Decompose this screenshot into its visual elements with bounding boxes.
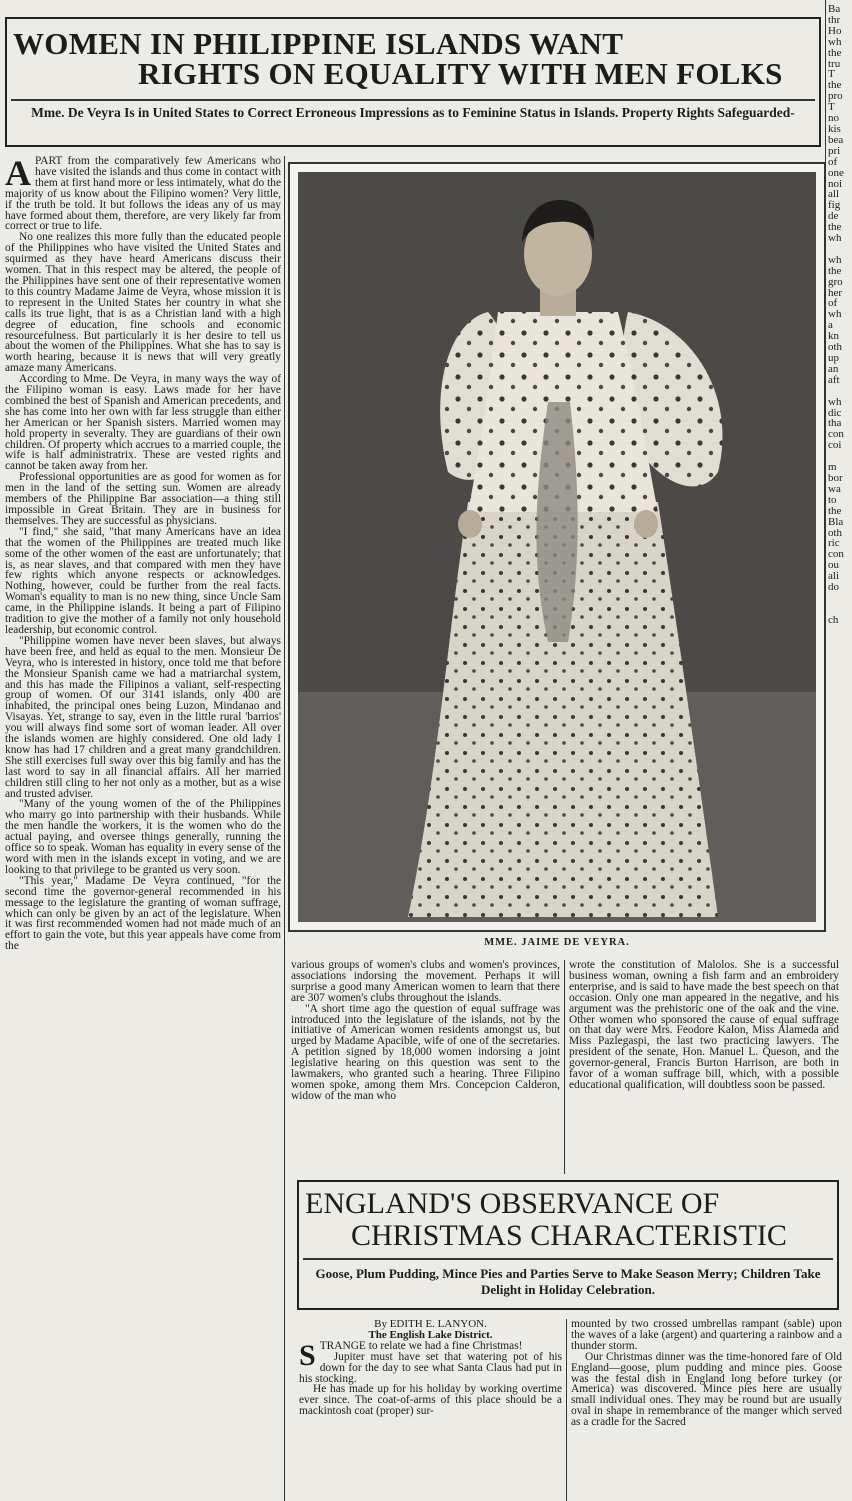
edge-fragment-line: wa bbox=[828, 482, 841, 495]
article2-column-1 bbox=[299, 1319, 562, 1501]
edge-fragment-line: oth bbox=[828, 341, 843, 354]
headline-box bbox=[5, 17, 821, 147]
edge-fragment-line: an bbox=[828, 362, 839, 375]
edge-fragment-line: tru bbox=[828, 57, 841, 70]
headline-deck: Mme. De Veyra Is in United States to Correct Erroneous Impressions as to Feminine Status in Islands. Property Rights Safeguarded- bbox=[31, 105, 795, 120]
edge-fragment-line: of bbox=[828, 297, 838, 310]
edge-fragment-line: up bbox=[828, 352, 839, 364]
article2-deck: Goose, Plum Pudding, Mince Pies and Parties Serve to Make Season Merry; Children Take Delight in Holiday Celebration. bbox=[315, 1266, 821, 1297]
edge-fragment-line: aft bbox=[828, 373, 840, 386]
edge-fragment-line: do bbox=[828, 581, 839, 594]
edge-fragment-line: ric bbox=[828, 537, 840, 550]
edge-fragment-line: of bbox=[828, 155, 838, 168]
edge-fragment-line: all bbox=[828, 188, 839, 201]
article2-column-2 bbox=[571, 1319, 842, 1501]
edge-fragment-line: kn bbox=[828, 330, 839, 343]
article2-headline-divider bbox=[303, 1258, 833, 1260]
article2-headline-line-2: CHRISTMAS CHARACTERISTIC bbox=[351, 1219, 787, 1252]
edge-fragment-line: kis bbox=[828, 122, 841, 135]
edge-fragment-line: con bbox=[828, 428, 844, 441]
column-rule bbox=[284, 156, 285, 1501]
portrait-photo bbox=[298, 172, 816, 922]
edge-fragment-line: pro bbox=[828, 90, 843, 103]
edge-fragment-line: ali bbox=[828, 570, 839, 583]
edge-column-rule bbox=[825, 0, 826, 690]
article-column-2 bbox=[291, 960, 560, 1174]
edge-fragment-line: fig bbox=[828, 199, 841, 212]
paragraph: Professional opportunities are as good for women as for men in the land of the setting sun. Women are already members of the Philippine Bar association—a thing still impossible in Great Britain. They are in business for themselves. They are successful as physicians. bbox=[5, 471, 281, 527]
edge-fragment-line: thr bbox=[828, 13, 841, 26]
edge-fragment-line: ou bbox=[828, 559, 839, 572]
edge-fragment-line: de bbox=[828, 210, 839, 223]
paragraph: "A short time ago the question of equal suffrage was introduced into the legislature of the islands, not by the initiative of American women residents amongst us, but urged by Madame Apacible, wife of one of the secretaries. A petition signed by 18,000 women indorsing a joint legislative hearing on this question was sent to the lawmakers, who granted such a hearing. Three Filipino women spoke, among them Mrs. Concepcion Calderon, widow of the man who bbox=[291, 1002, 560, 1102]
article2-byline: By EDITH E. LANYON. bbox=[374, 1319, 487, 1330]
edge-fragment-line: wh bbox=[828, 395, 842, 408]
edge-fragment-line: coi bbox=[828, 439, 842, 452]
edge-fragment-line: the bbox=[828, 264, 842, 277]
paragraph: mounted by two crossed umbrellas rampant (sable) upon the waves of a lake (argent) and quartering a rainbow and a thunder storm. bbox=[571, 1319, 842, 1352]
edge-fragment-line: pri bbox=[828, 144, 841, 157]
edge-fragment-line: Ho bbox=[828, 24, 842, 37]
paragraph: According to Mme. De Veyra, in many ways the way of the Filipino woman is easy. Laws made for her have combined the best of Spanish and American precedents, and she has come into her own with far less struggle than either her American or her Spanish sisters. Married women may hold property in severalty. They are guardians of their own children. Of property which accrues to a married couple, the wife is half administratrix. These are vested rights and cannot be taken away from her. bbox=[5, 373, 281, 473]
article2-headline-line-1: ENGLAND'S OBSERVANCE OF bbox=[305, 1187, 720, 1220]
edge-fragment-line: her bbox=[828, 286, 843, 299]
edge-fragment-line: wh bbox=[828, 253, 842, 266]
paragraph: "This year," Madame De Veyra continued, "for the second time the governor-general recommended in his message to the legislature the granting of woman suffrage, which can only be given by an act of the legislature. When it was first recommended women had not made much of an effort to gain the vote, but this year appeals have come from the bbox=[5, 874, 281, 953]
column-rule bbox=[564, 960, 565, 1174]
edge-fragment-line: Bla bbox=[828, 515, 844, 528]
portrait-photo-frame bbox=[288, 162, 826, 932]
headline-divider bbox=[11, 99, 815, 101]
paragraph: TRANGE to relate we had a fine Christmas! bbox=[319, 1339, 523, 1352]
article-column-3 bbox=[569, 960, 839, 1174]
portrait-figure-illustration bbox=[298, 172, 816, 922]
paragraph: No one realizes this more fully than the educated people of the Philippines who have visited the United States and squirmed as they have heard Americans discuss their women. That in this respect may be altered, the people of the Philippines have sent one of their representative women to this country Madame Jaime de Veyra, whose mission it is to represent in the United States her country in what she calls its true light, that is as a Christian land with a high degree of education, fine schools and economic resourcefulness. But particularly it is her desire to tell us about the women of the Philippines. What she has to say is worth hearing, because it is news that will very greatly amaze many Americans. bbox=[5, 231, 281, 375]
edge-fragment-line: ch bbox=[828, 613, 839, 626]
edge-fragment-line: noi bbox=[828, 177, 843, 190]
edge-fragment-line: one bbox=[828, 166, 844, 179]
headline-line-1: WOMEN IN PHILIPPINE ISLANDS WANT bbox=[13, 26, 624, 61]
photo-caption: MME. JAIME DE VEYRA. bbox=[484, 937, 630, 948]
edge-fragment-line: T bbox=[828, 101, 835, 114]
article2-headline-box bbox=[297, 1180, 839, 1310]
edge-fragment-line: con bbox=[828, 548, 844, 561]
edge-fragment-line: T bbox=[828, 68, 835, 81]
edge-fragment-line: no bbox=[828, 112, 839, 125]
edge-fragment-line: gro bbox=[828, 275, 843, 288]
edge-fragment-line: the bbox=[828, 46, 842, 59]
edge-fragment-line: the bbox=[828, 221, 842, 234]
paragraph: PART from the comparatively few Americans who have visited the islands and thus come in contact with them at first hand more or less intimately, what do the majority of us know about the Filipino women? Very little, if the truth be told. It but follows the ideas any of us may have formed about them, therefore, are very likely far from correct or true to life. bbox=[5, 156, 281, 233]
edge-fragment-line: tha bbox=[828, 417, 842, 430]
article2-dateline: The English Lake District. bbox=[368, 1328, 493, 1341]
edge-fragment-line bbox=[828, 386, 852, 397]
paragraph: Our Christmas dinner was the time-honored fare of Old England—goose, plum pudding and mince pies. Goose was the festal dish in England long before turkey (or America) was discovered. Mince pies here are usually small individual ones. They may be round but are usually oval in shape in remembrance of the manger which served as a cradle for the Sacred bbox=[571, 1350, 842, 1429]
edge-fragment-line bbox=[828, 593, 852, 604]
headline-line-2: RIGHTS ON EQUALITY WITH MEN FOLKS bbox=[138, 56, 783, 91]
paragraph: He has made up for his holiday by working overtime ever since. The coat-of-arms of this place should be a mackintosh coat (proper) sur- bbox=[299, 1383, 562, 1418]
edge-fragment-line: wh bbox=[828, 308, 842, 321]
paragraph: Jupiter must have set that watering pot of his down for the day to see what Santa Claus had put in his stocking. bbox=[299, 1350, 562, 1385]
edge-fragment-line: wh bbox=[828, 35, 842, 48]
edge-fragment-line: bea bbox=[828, 133, 844, 146]
drop-cap-s: S bbox=[299, 1338, 316, 1372]
edge-fragment-line: bor bbox=[828, 471, 843, 484]
edge-fragment-line: dic bbox=[828, 406, 842, 419]
paragraph: wrote the constitution of Malolos. She is a successful business woman, owning a fish farm and an embroidery enterprise, and is said to have made the best speech on that occasion. Only one man appeared in the negative, and his argument was the prehistoric one of the oak and the vine. Other women who sponsored the cause of equal suffrage on that day were Mrs. Feodore Kalon, Miss Alameda and Miss Pazlegaspi, the last two practicing lawyers. The president of the senate, Hon. Manuel L. Queson, and the governor-general, Francis Burton Harrison, are both in favor of a woman suffrage bill, which, with a possible educational qualification, will doubtless soon be passed. bbox=[569, 960, 839, 1091]
edge-fragment-line: Ba bbox=[828, 4, 841, 15]
article-column-1 bbox=[5, 156, 281, 1501]
edge-fragment-line: m bbox=[828, 461, 837, 474]
edge-fragment-line: wh bbox=[828, 232, 842, 245]
edge-column-fragments bbox=[828, 4, 852, 684]
edge-fragment-line: to bbox=[828, 493, 837, 506]
edge-fragment-line: oth bbox=[828, 526, 843, 539]
paragraph: "Many of the young women of the of the Philippines who marry go into partnership with their husbands. While the men handle the workers, it is the women who do the actual paying, and oversee things generally, running the office so to speak. Woman has equality in every sense of the word with men in the islands except in voting, and we are looking to that privilege to be granted us very soon. bbox=[5, 798, 281, 876]
paragraph: "I find," she said, "that many Americans have an idea that the women of the Philippines are treated much like some of the other women of the east are unfortunately; that is, as near slaves, and that compared with men they have few rights which anyone respects or acknowledges. Nothing, however, could be further from the real facts. Woman's equality to man is no new thing, since Uncle Sam came, in the Philippine islands. It being a part of Filipino tradition to give the mother of a family not only household leadership, but economic control. bbox=[5, 525, 281, 636]
edge-fragment-line: the bbox=[828, 79, 842, 92]
edge-fragment-line: the bbox=[828, 504, 842, 517]
paragraph: various groups of women's clubs and women's provinces, associations indorsing the movement. Perhaps it will surprise a good many American women to learn that there are 307 women's clubs throughout the islands. bbox=[291, 960, 560, 1004]
column-rule bbox=[566, 1319, 567, 1501]
drop-cap-a: A bbox=[5, 156, 31, 193]
edge-fragment-line: a bbox=[828, 319, 833, 332]
paragraph: "Philippine women have never been slaves, but always have been free, and held as equal to the men. Monsieur De Veyra, who is interested in history, once told me that before the Monsieur Spanish came we had a matriarchal system, and this has made the Filipinos a valiant, self-respecting group of women. Of our 3141 islands, only 400 are inhabited, the principal ones being Luzon, Mindanao and Visayas. Yet, strange to say, even in the little rural 'barrios' you will always find some sort of woman leader. All over the islands women are highly considered. One old lady I know has had 17 children and a great many grandchildren. She still exercises full sway over this big family and has the last word to say in all financial affairs. All her married children still cling to her not only as a mother, but as a wise and trusted adviser. bbox=[5, 634, 281, 800]
